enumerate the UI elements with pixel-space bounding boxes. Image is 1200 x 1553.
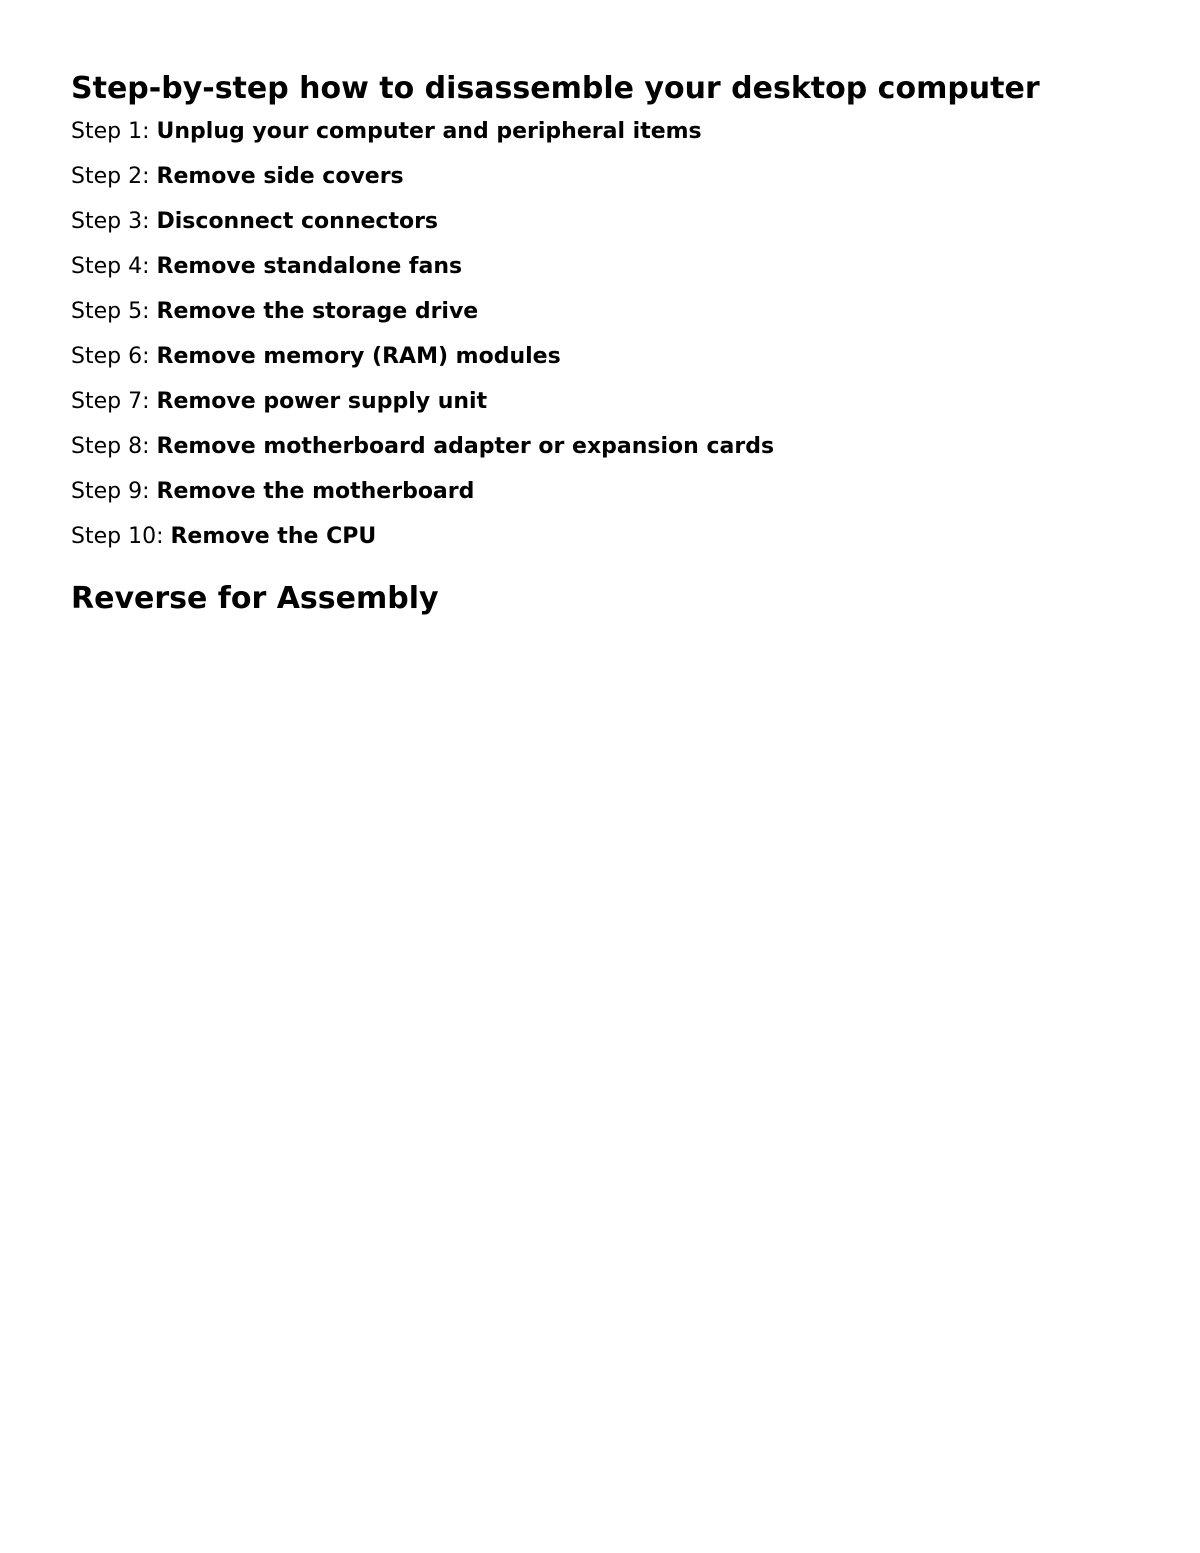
step-item xyxy=(71,388,1160,433)
step-number: Step 9: xyxy=(71,479,157,504)
step-item xyxy=(71,253,1160,298)
steps-list xyxy=(71,118,1160,568)
step-number: Step 1: xyxy=(71,119,157,144)
step-number: Step 7: xyxy=(71,389,157,414)
step-description: Remove the motherboard xyxy=(156,479,475,504)
step-item xyxy=(71,298,1160,343)
step-description: Remove power supply unit xyxy=(156,389,488,414)
step-item xyxy=(71,163,1160,208)
step-number: Step 5: xyxy=(71,299,157,324)
step-number: Step 3: xyxy=(71,209,157,234)
step-description: Remove the storage drive xyxy=(156,299,479,324)
page-title: Step-by-step how to disassemble your desktop computer xyxy=(71,71,1040,106)
step-description: Disconnect connectors xyxy=(156,209,439,234)
step-item xyxy=(71,343,1160,388)
step-description: Remove memory (RAM) modules xyxy=(156,344,561,369)
step-item xyxy=(71,433,1160,478)
step-number: Step 6: xyxy=(71,344,157,369)
step-item xyxy=(71,208,1160,253)
step-number: Step 2: xyxy=(71,164,157,189)
document-page xyxy=(71,70,1160,618)
step-number: Step 8: xyxy=(71,434,157,459)
step-description: Remove motherboard adapter or expansion cards xyxy=(156,434,775,459)
step-number: Step 4: xyxy=(71,254,157,279)
closing-heading: Reverse for Assembly xyxy=(71,581,439,616)
step-item xyxy=(71,118,1160,163)
step-number: Step 10: xyxy=(71,524,171,549)
step-description: Unplug your computer and peripheral items xyxy=(156,119,702,144)
step-description: Remove the CPU xyxy=(170,524,377,549)
step-item xyxy=(71,523,1160,568)
step-item xyxy=(71,478,1160,523)
step-description: Remove standalone fans xyxy=(156,254,463,279)
step-description: Remove side covers xyxy=(156,164,404,189)
